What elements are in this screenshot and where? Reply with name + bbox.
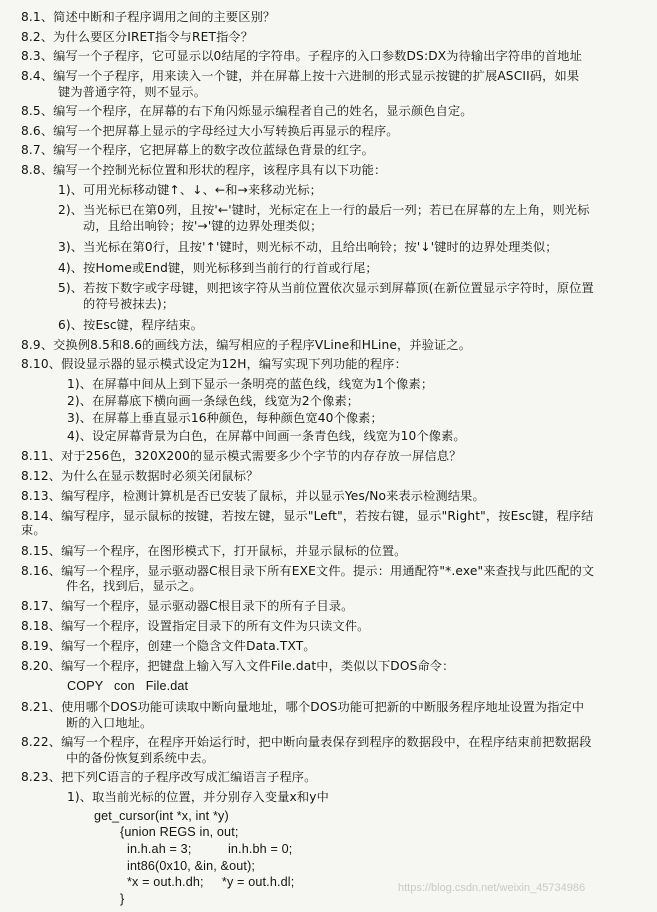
item-8-8-2: 2)、当光标已在第0列，且按'←'键时，光标定在上一行的最后一列；若已在屏幕的左上角，则光标 xyxy=(58,203,590,217)
item-8-10-1: 1)、在屏幕中间从上到下显示一条明亮的蓝色线，线宽为1个像素； xyxy=(67,377,434,391)
code-line-union: {union REGS in, out; xyxy=(120,825,239,839)
question-8-1: 8.1、简述中断和子程序调用之间的主要区别？ xyxy=(21,10,276,24)
question-8-13: 8.13、编写程序，检测计算机是否已安装了鼠标，并以显示Yes/No来表示检测结果。 xyxy=(21,489,485,503)
question-8-22-cont: 中的备份恢复到系统中去。 xyxy=(66,751,215,765)
question-8-10: 8.10、假设显示器的显示模式设定为12H，编写实现下列功能的程序： xyxy=(21,357,407,371)
question-8-6: 8.6、编写一个把屏幕上显示的字母经过大小写转换后再显示的程序。 xyxy=(21,124,399,138)
question-8-18: 8.18、编写一个程序，设置指定目录下的所有文件为只读文件。 xyxy=(21,619,370,633)
watermark: https://blog.csdn.net/weixin_45734986 xyxy=(398,882,586,894)
question-8-3: 8.3、编写一个子程序，它可显示以0结尾的字符串。子程序的入口参数DS:DX为待输出字符串的首地址 xyxy=(21,49,582,63)
item-8-8-5-cont: 的符号被抹去)； xyxy=(83,297,175,311)
question-8-17: 8.17、编写一个程序，显示驱动器C根目录下的所有子目录。 xyxy=(21,599,354,613)
question-8-23: 8.23、把下列C语言的子程序改写成汇编语言子程序。 xyxy=(21,770,317,784)
question-8-11: 8.11、对于256色，320X200的显示模式需要多少个字节的内存存放一屏信息？ xyxy=(21,449,462,463)
item-8-8-2-cont: 动，且给出响铃；按'→'键的边界处理类似； xyxy=(83,219,323,233)
question-8-14: 8.14、编写程序，显示鼠标的按键，若按左键，显示"Left"，若按右键，显示"Right"，按Esc键，程序结 xyxy=(21,509,594,523)
question-8-15: 8.15、编写一个程序，在图形模式下，打开鼠标，并显示鼠标的位置。 xyxy=(21,544,407,558)
question-8-14-cont: 束。 xyxy=(21,523,46,537)
item-8-8-4: 4)、按Home或End键，则光标移到当前行的行首或行尾； xyxy=(58,261,378,275)
question-8-12: 8.12、为什么在显示数据时必须关闭鼠标？ xyxy=(21,469,259,483)
question-8-21-cont: 断的入口地址。 xyxy=(66,716,153,730)
item-8-10-2: 2)、在屏幕底下横向画一条绿色线，线宽为2个像素； xyxy=(67,394,360,408)
item-8-10-3: 3)、在屏幕上垂直显示16种颜色，每种颜色宽40个像素； xyxy=(67,411,383,425)
question-8-8: 8.8、编写一个控制光标位置和形状的程序，该程序具有以下功能： xyxy=(21,163,387,177)
code-line-int86: int86(0x10, &in, &out); xyxy=(127,859,256,873)
item-8-8-6: 6)、按Esc键，程序结束。 xyxy=(58,318,204,332)
question-8-22: 8.22、编写一个程序，在程序开始运行时，把中断向量表保存到程序的数据段中，在程序结束前把数据段 xyxy=(21,735,592,749)
question-8-5: 8.5、编写一个程序，在屏幕的右下角闪烁显示编程者自己的姓名，显示颜色自定。 xyxy=(21,104,473,118)
question-8-4: 8.4、编写一个子程序，用来读入一个键，并在屏幕上按十六进制的形式显示按键的扩展ASCII码，如果 xyxy=(21,69,580,83)
item-8-8-1: 1)、可用光标移动键↑、↓、←和→来移动光标； xyxy=(58,183,322,197)
item-8-8-3: 3)、当光标在第0行，且按'↑'键时，则光标不动，且给出响铃；按'↓'键时的边界处理类似； xyxy=(58,240,558,254)
code-line-signature: get_cursor(int *x, int *y) xyxy=(94,809,229,823)
item-8-8-5: 5)、若按下数字或字母键，则把该字符从当前位置依次显示到屏幕顶(在新位置显示字符时，原位置 xyxy=(58,281,594,295)
code-line-close: } xyxy=(120,892,125,906)
question-8-2: 8.2、为什么要区分IRET指令与RET指令？ xyxy=(21,30,254,44)
question-8-9: 8.9、交换例8.5和8.6的画线方法，编写相应的子程序VLine和HLine，并验证之。 xyxy=(21,338,472,352)
question-8-16-cont: 件名，找到后，显示之。 xyxy=(66,579,202,593)
dos-command: COPY con File.dat xyxy=(67,679,189,693)
question-8-7: 8.7、编写一个程序，它把屏幕上的数字改位蓝绿色背景的红字。 xyxy=(21,143,374,157)
item-8-23-1: 1)、取当前光标的位置，并分别存入变量x和y中 xyxy=(67,790,329,804)
question-8-20: 8.20、编写一个程序，把键盘上输入写入文件File.dat中，类似以下DOS命令： xyxy=(21,659,455,673)
item-8-10-4: 4)、设定屏幕背景为白色，在屏幕中间画一条青色线，线宽为10个像素。 xyxy=(67,429,466,443)
code-line-assign: *x = out.h.dh; *y = out.h.dl; xyxy=(127,875,295,889)
question-8-19: 8.19、编写一个程序，创建一个隐含文件Data.TXT。 xyxy=(21,639,316,653)
question-8-4-cont: 键为普通字符，则不显示。 xyxy=(58,85,207,99)
code-line-regs: in.h.ah = 3; in.h.bh = 0; xyxy=(127,842,293,856)
question-8-16: 8.16、编写一个程序，显示驱动器C根目录下所有EXE文件。提示：用通配符"*.exe"来查找与此匹配的文 xyxy=(21,564,595,578)
question-8-21: 8.21、使用哪个DOS功能可读取中断向量地址，哪个DOS功能可把新的中断服务程序地址设置为指定中 xyxy=(21,700,585,714)
